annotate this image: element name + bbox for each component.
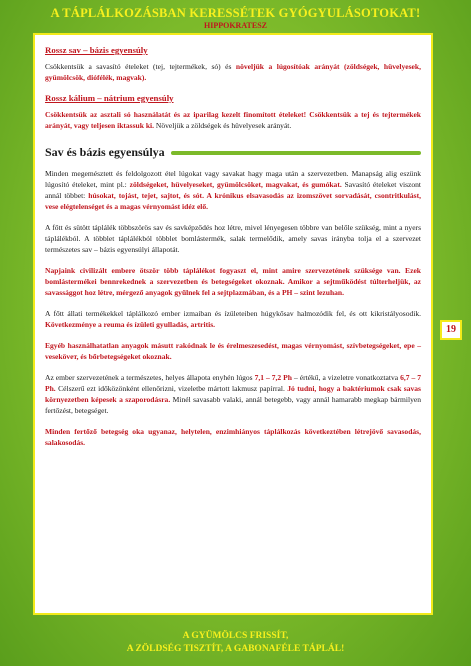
page-header-title: A TÁPLÁLKOZÁSBAN KERESSÉTEK GYÓGYULÁSOTOKAT! xyxy=(50,6,421,20)
paragraph-highlight: Minden fertőző betegség oka ugyanaz, helytelen, enzimhiányos táplálkozás következtében létrejövő savasodás, salakosodás. xyxy=(45,427,421,447)
text: – értékű, a vizeletre vonatkoztatva xyxy=(291,373,401,382)
highlight-text: Jó tudni, hogy a baktériumok csak savas környezetben képesek a szaporodásra. xyxy=(45,384,421,404)
highlight-text: húsokat, tojást, tejet, sajtot, és sót. A krónikus elsavasodás az izomszövet sorvadását, csontritkulást, vese elégtelenséget és a magas vérnyomást idéz elő. xyxy=(45,191,421,211)
text: Növeljük a zöldségek és hüvelyesek arányát. xyxy=(154,121,292,130)
paragraph xyxy=(45,372,421,416)
text: Csökkentsük a savasító ételeket (tej, tejtermékek, só) és xyxy=(45,62,236,71)
highlight-text: 6,7 – 7 Ph. xyxy=(45,373,422,393)
section-header xyxy=(45,145,421,160)
highlight-text: zöldségeket, hüvelyeseket, gyümölcsöket, magvakat, és gumókat. xyxy=(129,180,342,189)
text: Minél savasabb valaki, annál betegebb, vagy annál hamarabb megkap bármilyen fertőzést, betegséget. xyxy=(45,395,422,415)
paragraph xyxy=(45,61,421,83)
highlight-text: Következménye a reuma és ízületi gyulladás, artritis. xyxy=(45,320,216,329)
paragraph xyxy=(45,308,421,330)
text: Minden megemésztett és feldolgozott étel lúgokat vagy savakat hagy maga után a szervezetben. Manapság alig eszünk lúgosító ételeket, mint pl.: xyxy=(45,169,421,189)
paragraph-highlight: Napjaink civilizált embere ötször több táplálékot fogyaszt el, mint amire szervezetének szüksége van. Ezek bomlástermékei bennrekednek a szervezetben és betegségeket okoznak. Amikor a sejtműködést túlterheljük, az savassággot hoz létre, mérgező anyagok gyűlnek fel a sejtplazmában, és a PH – szint lezuhan. xyxy=(45,266,421,297)
section-heading-potassium-sodium: Rossz kálium – nátrium egyensúly xyxy=(45,93,174,103)
text: A főtt állati termékekkel táplálkozó ember izmaiban és ízületeiben húgykősav halmozódik fel, és ott kikristályosodik. xyxy=(45,309,421,318)
page-footer xyxy=(0,630,471,656)
text: Az ember szervezetének a természetes, helyes állapota enyhén lúgos xyxy=(45,373,255,382)
text: Savasító ételeket viszont annál többet: xyxy=(45,180,421,200)
footer-line-2: A ZÖLDSÉG TISZTÍT, A GABONAFÉLE TÁPLÁL! xyxy=(126,644,345,654)
highlight-text: növeljük a lúgosítóak arányát (zöldségek, hüvelyesek, gyümölcsök, diófélék, magvak). xyxy=(45,62,421,82)
text: Célszerű ezt időközönként ellenőrizni, vizeletbe mártott lakmusz papírral. xyxy=(55,384,288,393)
footer-line-1: A GYÜMÖLCS FRISSÍT, xyxy=(182,631,289,641)
document-page xyxy=(33,33,433,615)
paragraph xyxy=(45,168,421,212)
page-header-author: HIPPOKRATESZ xyxy=(204,21,267,30)
paragraph-highlight: Egyéb használhatatlan anyagok másutt rakódnak le és érelmeszesedést, magas vérnyomást, szívbetegségeket, epe – veseköveт, és bőrbetegségeket okoznak. xyxy=(45,341,421,361)
paragraph: A főtt és sütött táplálék többszörös sav és savképződés hoz létre, mivel lényegesen többre van belőle szükség, mint a nyers táplálékból. A többlet táplálékból többlet bomlástermék, salak termelődik, amely savas irányba tolja el a szervezet természetes sav – bázis egyensúlyi állapotát. xyxy=(45,223,421,254)
highlight-text: 7,1 – 7,2 Ph xyxy=(254,373,292,382)
paragraph xyxy=(45,109,421,131)
section-heading-balance: Sav és bázis egyensúlya xyxy=(45,145,165,159)
section-heading-acid-base: Rossz sav – bázis egyensúly xyxy=(45,45,148,55)
highlight-text: Csökkentsük az asztali só használatát és az iparilag kezelt finomított ételeket! Csökkentsük a tej és tejtermékek arányát, vagy teljesen iktassuk ki. xyxy=(45,110,421,130)
green-rule xyxy=(171,151,421,155)
page-number-badge: 19 xyxy=(440,320,462,340)
